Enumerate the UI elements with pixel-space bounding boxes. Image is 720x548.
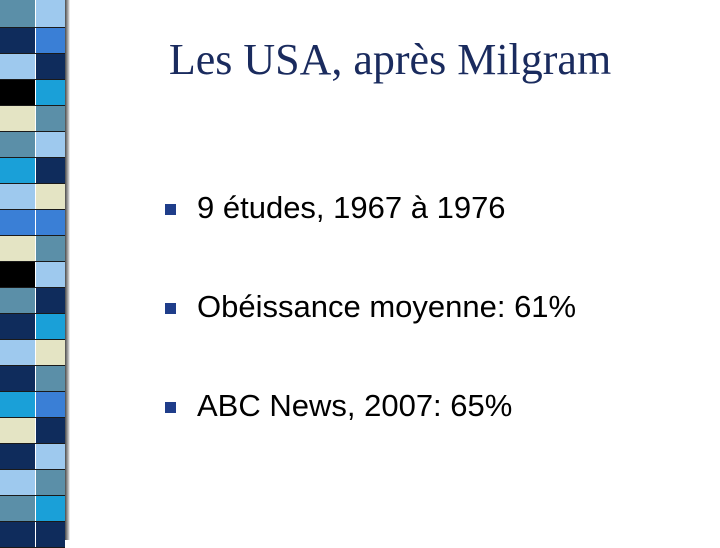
strip-tile-left — [0, 54, 35, 79]
strip-tile-right — [36, 418, 65, 443]
strip-tile — [0, 236, 65, 262]
strip-tile-right — [36, 132, 65, 157]
strip-tile-left — [0, 210, 35, 235]
strip-tile — [0, 418, 65, 444]
strip-tile-left — [0, 470, 35, 495]
bullet-item — [165, 283, 576, 331]
strip-tile-right — [36, 496, 65, 521]
strip-tile — [0, 340, 65, 366]
strip-tile-right — [36, 470, 65, 495]
strip-tile — [0, 0, 65, 28]
strip-tile — [0, 54, 65, 80]
strip-tile — [0, 470, 65, 496]
bullet-list — [165, 184, 576, 481]
bullet-square-icon — [165, 204, 176, 215]
strip-tile — [0, 314, 65, 340]
strip-tile-left — [0, 158, 35, 183]
strip-tile-right — [36, 522, 65, 547]
strip-tile-left — [0, 418, 35, 443]
strip-tile — [0, 106, 65, 132]
bullet-text: ABC News, 2007: 65% — [197, 388, 513, 423]
slide-title: Les USA, après Milgram — [168, 35, 612, 84]
bullet-item — [165, 382, 576, 430]
strip-tile-left — [0, 106, 35, 131]
strip-tile-left — [0, 496, 35, 521]
strip-tile-right — [36, 0, 65, 27]
decorative-side-strip — [0, 0, 70, 540]
strip-tile-left — [0, 28, 35, 53]
strip-tile-left — [0, 314, 35, 339]
strip-shadow — [65, 0, 70, 540]
strip-tile-left — [0, 288, 35, 313]
strip-tile-left — [0, 80, 35, 105]
strip-tile-right — [36, 80, 65, 105]
strip-tile-left — [0, 132, 35, 157]
strip-tile-right — [36, 262, 65, 287]
strip-tile-left — [0, 444, 35, 469]
strip-tile-left — [0, 392, 35, 417]
bullet-square-icon — [165, 303, 176, 314]
strip-tile — [0, 158, 65, 184]
strip-tile — [0, 80, 65, 106]
bullet-item — [165, 184, 576, 232]
strip-tile-right — [36, 106, 65, 131]
strip-tile-right — [36, 340, 65, 365]
strip-tile — [0, 522, 65, 548]
bullet-text: 9 études, 1967 à 1976 — [197, 190, 506, 225]
strip-tile — [0, 132, 65, 158]
strip-tile-right — [36, 184, 65, 209]
strip-tile-right — [36, 392, 65, 417]
strip-tile-right — [36, 236, 65, 261]
strip-tile-left — [0, 366, 35, 391]
strip-tile-right — [36, 158, 65, 183]
strip-tile-left — [0, 0, 35, 27]
strip-tile-right — [36, 366, 65, 391]
bullet-text: Obéissance moyenne: 61% — [197, 289, 577, 324]
strip-tile — [0, 288, 65, 314]
strip-tile-left — [0, 262, 35, 287]
strip-tile-left — [0, 340, 35, 365]
strip-tile — [0, 496, 65, 522]
strip-tile-left — [0, 522, 35, 547]
strip-tile-left — [0, 236, 35, 261]
strip-tile — [0, 28, 65, 54]
strip-tile-right — [36, 314, 65, 339]
strip-tile — [0, 262, 65, 288]
strip-tile-right — [36, 288, 65, 313]
strip-tile-left — [0, 184, 35, 209]
strip-tile — [0, 184, 65, 210]
strip-tile — [0, 210, 65, 236]
strip-tile-right — [36, 28, 65, 53]
strip-tile — [0, 392, 65, 418]
strip-tile-right — [36, 444, 65, 469]
strip-tile-right — [36, 54, 65, 79]
strip-tile — [0, 444, 65, 470]
bullet-square-icon — [165, 402, 176, 413]
strip-tile-right — [36, 210, 65, 235]
strip-tile — [0, 366, 65, 392]
